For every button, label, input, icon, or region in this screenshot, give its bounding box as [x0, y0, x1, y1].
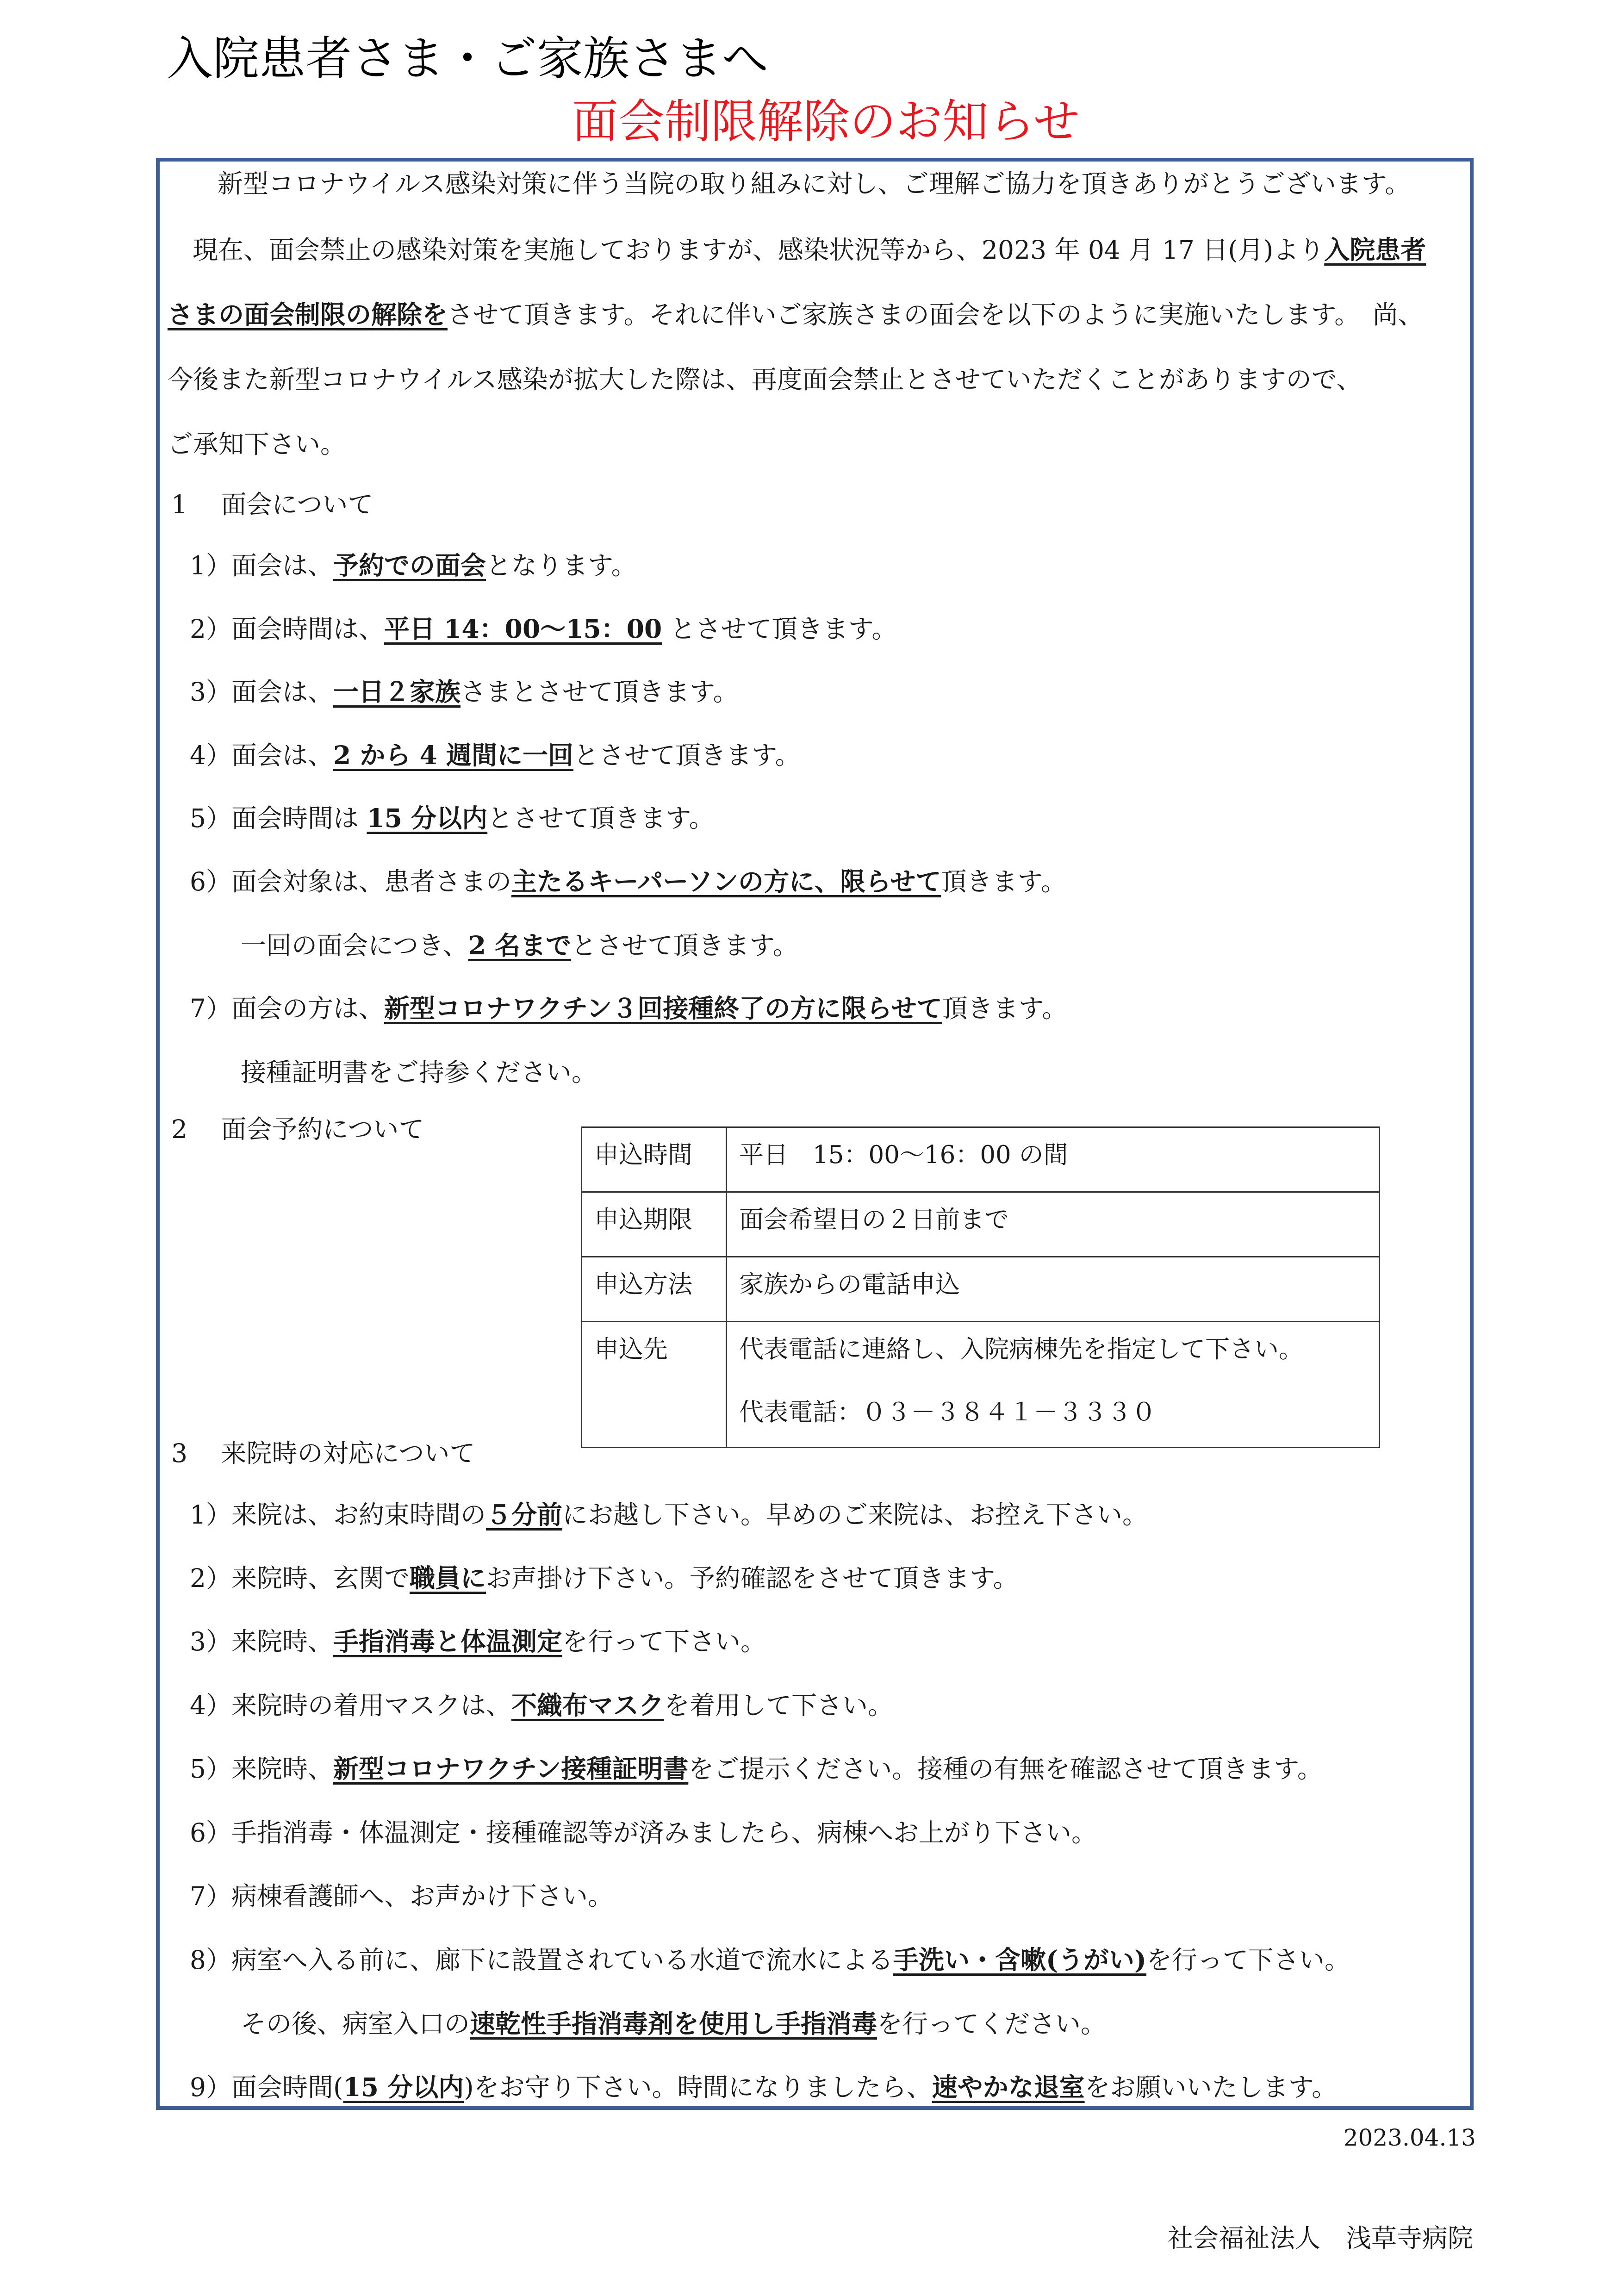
intro-line-1: 新型コロナウイルス感染対策に伴う当院の取り組みに対し、ご理解ご協力を頂きありがとうございます。: [218, 169, 1411, 199]
visit-item-7-note: 接種証明書をご持参ください。: [241, 1058, 597, 1087]
table-row: [582, 1257, 1380, 1322]
arrival-item-9: 9）面会時間(15 分以内)をお守り下さい。時間になりましたら、速やかな退室をお願いいたします。: [190, 2072, 1338, 2102]
page-title: 入院患者さま・ご家族さまへ: [167, 31, 768, 86]
visit-item-3: 3）面会は、一日２家族さまとさせて頂きます。: [190, 677, 739, 707]
arrival-item-6: 6）手指消毒・体温測定・接種確認等が済みましたら、病棟へお上がり下さい。: [190, 1818, 1097, 1848]
visit-item-2: 2）面会時間は、平日 14：00～15：00 とさせて頂きます。: [190, 614, 897, 644]
arrival-item-2: 2）来院時、玄関で職員にお声掛け下さい。予約確認をさせて頂きます。: [190, 1563, 1019, 1593]
arrival-item-4: 4）来院時の着用マスクは、不織布マスクを着用して下さい。: [190, 1690, 894, 1720]
table-cell: 代表電話に連絡し、入院病棟先を指定して下さい。 代表電話：０３－３８４１－３３３０: [727, 1322, 1380, 1448]
table-cell: 平日 15：00～16：00 の間: [727, 1127, 1380, 1192]
intro-line-3: さまの面会制限の解除をさせて頂きます。それに伴いご家族さまの面会を以下のように実施いたします。 尚、: [168, 299, 1424, 330]
arrival-item-8: 8）病室へ入る前に、廊下に設置されている水道で流水による手洗い・含嗽(うがい)を行って下さい。: [190, 1945, 1350, 1975]
arrival-item-8-note: その後、病室入口の速乾性手指消毒剤を使用し手指消毒を行ってください。: [241, 2009, 1107, 2039]
table-row: [582, 1127, 1380, 1192]
table-cell: 家族からの電話申込: [727, 1257, 1380, 1322]
table-cell: 面会希望日の２日前まで: [727, 1192, 1380, 1257]
notice-subtitle: 面会制限解除のお知らせ: [572, 94, 1080, 149]
arrival-item-1: 1）来院は、お約束時間の５分前にお越し下さい。早めのご来院は、お控え下さい。: [190, 1500, 1148, 1530]
arrival-item-5: 5）来院時、新型コロナワクチン接種証明書をご提示ください。接種の有無を確認させて頂きます。: [190, 1754, 1323, 1784]
table-header-cell: 申込先: [582, 1322, 727, 1448]
visit-item-5: 5）面会時間は 15 分以内とさせて頂きます。: [190, 803, 715, 833]
issue-date: 2023.04.13: [1343, 2124, 1476, 2151]
table-row: [582, 1322, 1380, 1448]
section-3-heading: 3 来院時の対応について: [171, 1438, 475, 1468]
visit-item-6-note: 一回の面会につき、2 名までとさせて頂きます。: [241, 930, 798, 960]
intro-line-2: 現在、面会禁止の感染対策を実施しておりますが、感染状況等から、2023 年 04 月 17 日(月)より入院患者: [193, 235, 1426, 265]
reservation-table: [581, 1126, 1380, 1448]
table-header-cell: 申込方法: [582, 1257, 727, 1322]
visit-item-1: 1）面会は、予約での面会となります。: [190, 550, 637, 580]
arrival-item-7: 7）病棟看護師へ、お声かけ下さい。: [190, 1881, 613, 1911]
intro-line-5: ご承知下さい。: [168, 429, 346, 459]
table-header-cell: 申込時間: [582, 1127, 727, 1192]
visit-item-6: 6）面会対象は、患者さまの主たるキーパーソンの方に、限らせて頂きます。: [190, 866, 1067, 896]
phone-number: 代表電話：０３－３８４１－３３３０: [739, 1398, 1156, 1426]
arrival-item-3: 3）来院時、手指消毒と体温測定を行って下さい。: [190, 1626, 766, 1656]
intro-line-4: 今後また新型コロナウイルス感染が拡大した際は、再度面会禁止とさせていただくことがありますので、: [168, 365, 1362, 394]
section-1-heading: 1 面会について: [171, 490, 373, 519]
section-2-heading: 2 面会予約について: [171, 1114, 424, 1144]
table-header-cell: 申込期限: [582, 1192, 727, 1257]
organization-name: 社会福祉法人 浅草寺病院: [1167, 2223, 1473, 2253]
table-row: [582, 1192, 1380, 1257]
visit-item-4: 4）面会は、2 から 4 週間に一回とさせて頂きます。: [190, 740, 801, 770]
visit-item-7: 7）面会の方は、新型コロナワクチン３回接種終了の方に限らせて頂きます。: [190, 993, 1068, 1023]
